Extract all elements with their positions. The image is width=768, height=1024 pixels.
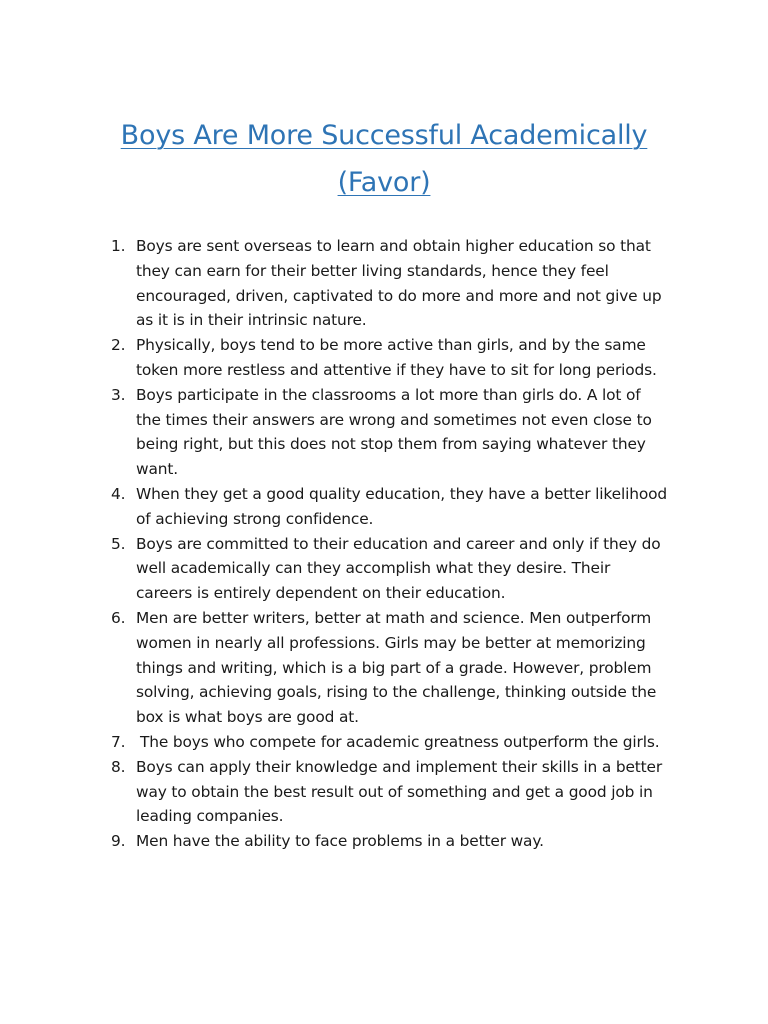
list-item <box>108 234 668 333</box>
list-item <box>108 829 668 854</box>
title-line-2: (Favor) <box>337 167 431 198</box>
list-item-text: Boys participate in the classrooms a lot more than girls do. A lot of the times their answers are wrong and sometimes not even close to being right, but this does not stop them from saying whatever they want. <box>136 385 652 479</box>
list-item-number: 2. <box>111 336 126 355</box>
list-item-number: 6. <box>111 608 126 627</box>
list-item-text: Men have the ability to face problems in a better way. <box>136 832 544 851</box>
list-item-number: 8. <box>111 757 126 776</box>
list-item <box>108 730 668 755</box>
list-item-number: 9. <box>111 832 126 851</box>
list-item-text: When they get a good quality education, they have a better likelihood of achieving strong confidence. <box>136 484 667 528</box>
list-item <box>108 606 668 730</box>
document-title <box>90 112 678 206</box>
list-item-text: Men are better writers, better at math and science. Men outperform women in nearly all professions. Girls may be better at memorizing things and writing, which is a big part of a grade. However, problem solving, achieving goals, rising to the challenge, thinking outside the box is what boys are good at. <box>136 608 657 727</box>
list-item-number: 5. <box>111 534 126 553</box>
list-item-number: 7. <box>111 732 126 751</box>
list-item-text: The boys who compete for academic greatness outperform the girls. <box>140 732 660 751</box>
list-item <box>108 532 668 606</box>
list-item-number: 3. <box>111 385 126 404</box>
list-item <box>108 755 668 829</box>
list-item-text: Boys are committed to their education and career and only if they do well academically can they accomplish what they desire. Their careers is entirely dependent on their education. <box>136 534 661 603</box>
list-item <box>108 482 668 532</box>
list-item-text: Boys are sent overseas to learn and obtain higher education so that they can earn for their better living standards, hence they feel encouraged, driven, captivated to do more and more and not give up as it is in their intrinsic nature. <box>136 237 662 330</box>
list-item <box>108 383 668 482</box>
list-item-number: 4. <box>111 484 126 503</box>
list-item-text: Boys can apply their knowledge and implement their skills in a better way to obtain the best result out of something and get a good job in leading companies. <box>136 757 663 826</box>
list-item-number: 1. <box>111 237 126 255</box>
argument-list <box>108 234 668 854</box>
title-line-1: Boys Are More Successful Academically <box>120 120 648 151</box>
list-item-text: Physically, boys tend to be more active than girls, and by the same token more restless and attentive if they have to sit for long periods. <box>136 336 657 379</box>
list-item <box>108 333 668 383</box>
